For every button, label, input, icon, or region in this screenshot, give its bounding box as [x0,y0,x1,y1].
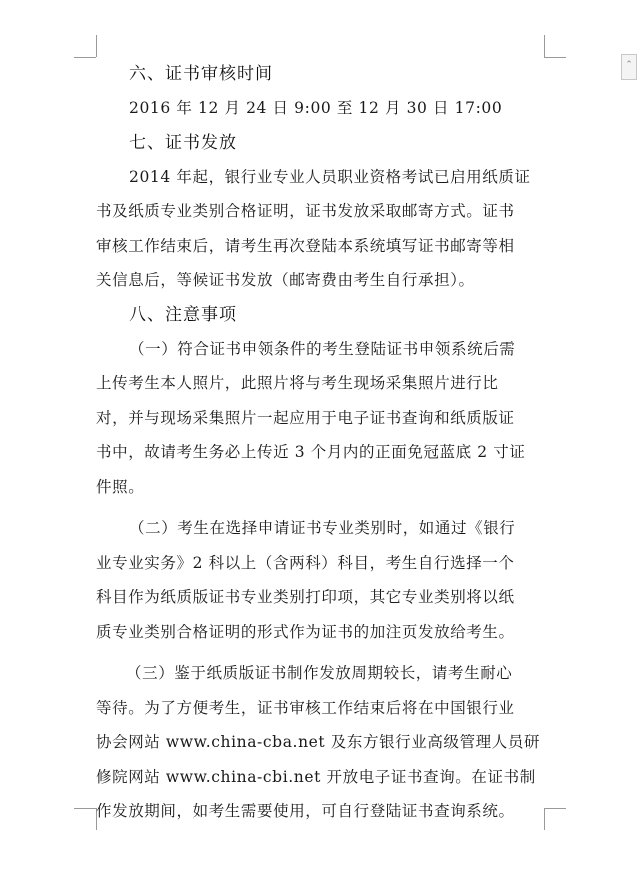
crop-mark-top-left-h [74,57,96,58]
paragraph-line: 修院网站 www.china-cbi.net 开放电子证书查询。在证书制 [96,767,536,786]
paragraph-line: 协会网站 www.china-cba.net 及东方银行业高级管理人员研 [96,733,541,751]
paragraph-line: 对，并与现场采集照片一起应用于电子证书查询和纸质版证 [96,408,515,427]
review-time-text: 2016 年 12 月 24 日 9:00 至 12 月 30 日 17:00 [129,99,503,117]
paragraph-line: 书及纸质专业类别合格证明，证书发放采取邮寄方式。证书 [96,202,515,220]
paragraph-line: 件照。 [96,477,145,496]
crop-mark-top-left-v [96,35,97,57]
crop-mark-top-right-v [544,35,545,57]
paragraph-line: 业专业实务》2 科以上（含两科）科目，考生自行选择一个 [96,553,515,572]
paragraph-line: 审核工作结束后，请考生再次登陆本系统填写证书邮寄等相 [96,236,515,255]
paragraph-line: （二）考生在选择申请证书专业类别时，如通过《银行 [129,519,516,537]
section-heading-review-time: 六、证书审核时间 [129,64,273,84]
section-heading-notes: 八、注意事项 [129,304,237,325]
paragraph-line: 质专业类别合格证明的形式作为证书的加注页发放给考生。 [96,622,515,641]
paragraph-line: 作发放期间，如考生需要使用，可自行登陆证书查询系统。 [96,802,515,820]
paragraph-line: （三）鉴于纸质版证书制作发放周期较长，请考生耐心 [126,664,513,682]
crop-mark-bottom-right-v [544,808,545,830]
paragraph-line: （一）符合证书申领条件的考生登陆证书申领系统后需 [129,339,516,358]
paragraph-line: 2014 年起，银行业专业人员职业资格考试已启用纸质证 [129,167,531,186]
paragraph-line: 科目作为纸质版证书专业类别打印项，其它专业类别将以纸 [96,588,515,606]
document-body [96,57,544,829]
scrollbar-up-button[interactable] [621,54,637,80]
crop-mark-top-right-h [544,57,566,58]
paragraph-line: 等待。为了方便考生，证书审核工作结束后将在中国银行业 [96,698,515,717]
paragraph-line: 上传考生本人照片，此照片将与考生现场采集照片进行比 [96,374,499,392]
crop-mark-bottom-right-h [544,808,566,809]
crop-mark-bottom-left-h [74,808,96,809]
scroll-up-arrow-icon: ⌃ [625,60,633,70]
paragraph-line: 关信息后，等候证书发放（邮寄费由考生自行承担）。 [96,271,475,289]
paragraph-line: 书中，故请考生务必上传近 3 个月内的正面免冠蓝底 2 寸证 [96,443,526,461]
section-heading-certificate-issuance: 七、证书发放 [129,132,237,153]
